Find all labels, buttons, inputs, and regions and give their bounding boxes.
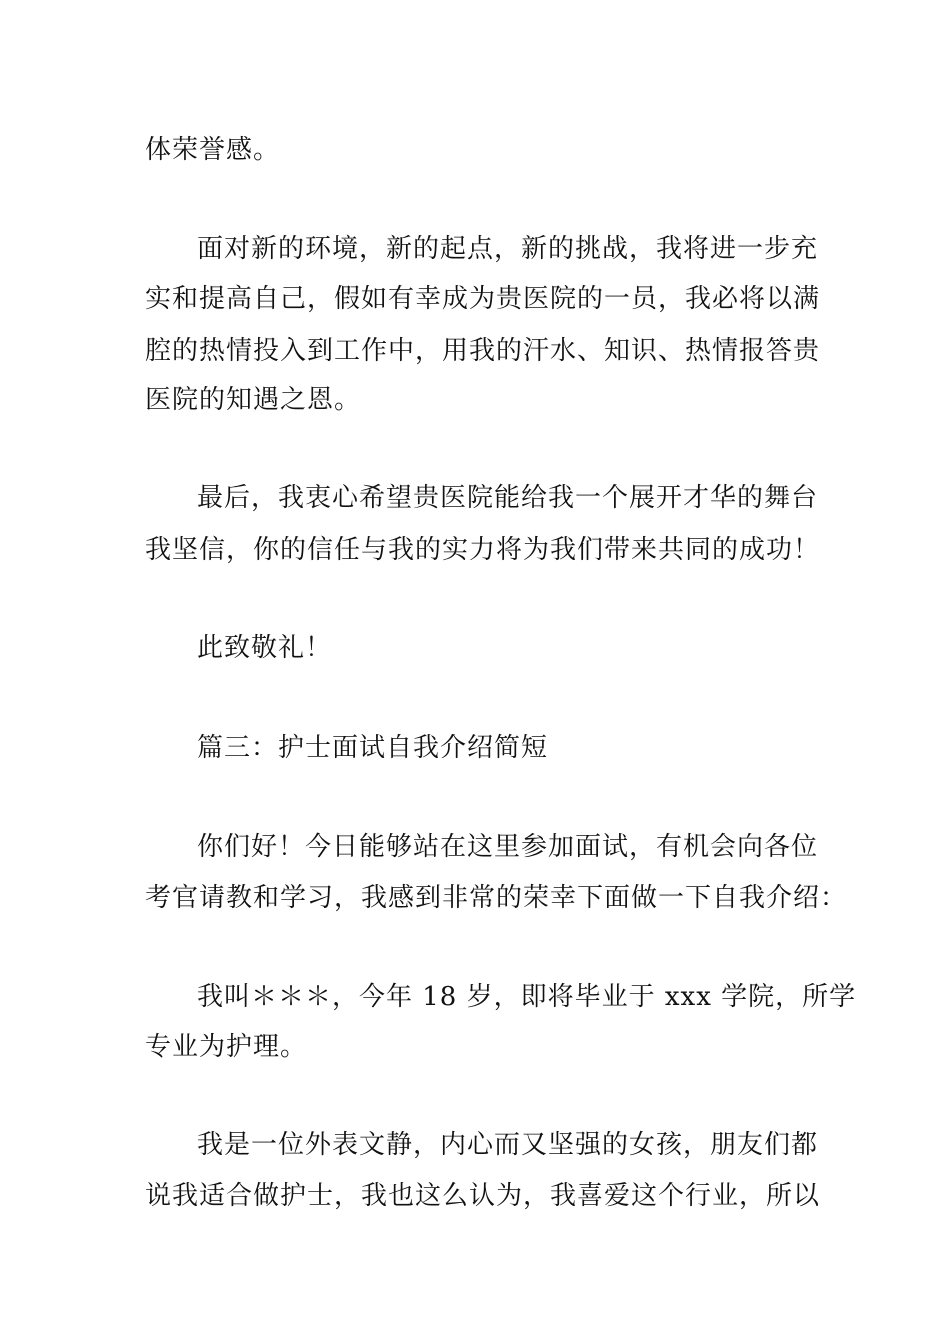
paragraph-first-line: 面对新的环境，新的起点，新的挑战，我将进一步充: [197, 234, 819, 264]
text-line: 实和提高自己，假如有幸成为贵医院的一员，我必将以满: [145, 284, 821, 314]
text-line: 医院的知遇之恩。: [145, 385, 362, 415]
text-line: 专业为护理。: [145, 1032, 308, 1062]
text-line: 腔的热情投入到工作中，用我的汗水、知识、热情报答贵: [145, 336, 821, 366]
paragraph-first-line: 我是一位外表文静，内心而又坚强的女孩，朋友们都: [197, 1130, 819, 1160]
paragraph-first-line: 最后，我衷心希望贵医院能给我一个展开才华的舞台: [197, 483, 819, 513]
paragraph-first-line: 我叫＊＊＊，今年 18 岁，即将毕业于 xxx 学院，所学: [197, 982, 857, 1012]
section-heading: 篇三：护士面试自我介绍简短: [197, 733, 549, 763]
text-line: 体荣誉感。: [145, 135, 281, 165]
closing-salutation: 此致敬礼！: [197, 633, 333, 663]
text-line: 说我适合做护士，我也这么认为，我喜爱这个行业，所以: [145, 1181, 821, 1211]
text-line: 考官请教和学习，我感到非常的荣幸下面做一下自我介绍：: [145, 883, 848, 913]
paragraph-first-line: 你们好！今日能够站在这里参加面试，有机会向各位: [197, 832, 819, 862]
text-line: 我坚信，你的信任与我的实力将为我们带来共同的成功！: [145, 535, 821, 565]
